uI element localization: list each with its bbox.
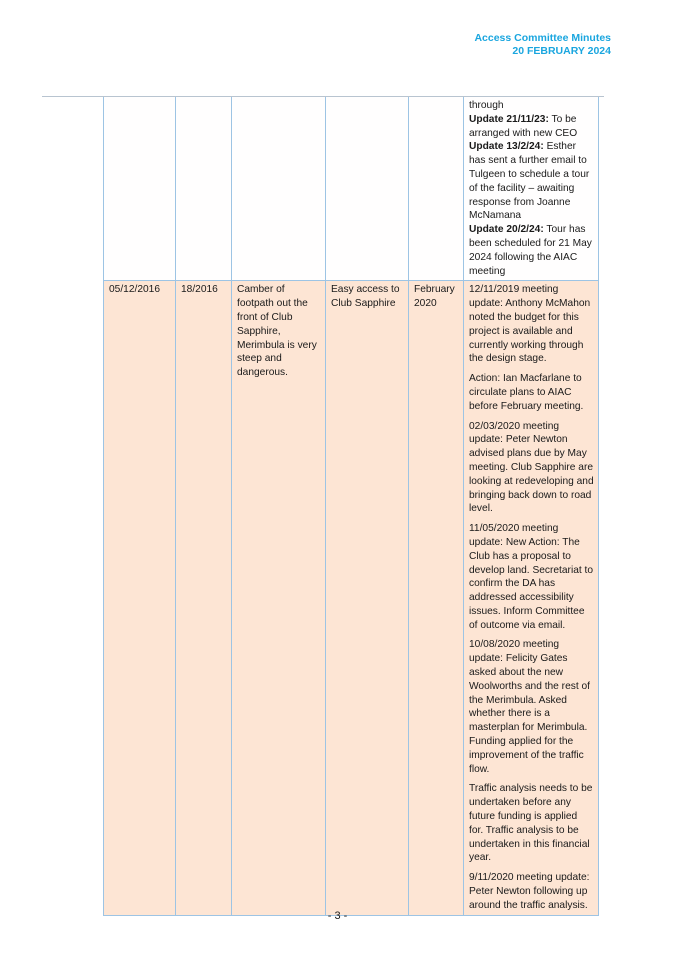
table-row-continued bbox=[104, 97, 599, 281]
table-row-item-18-2016 bbox=[104, 281, 599, 915]
note-paragraph: Action: Ian Macfarlane to circulate plans to AIAC before February meeting. bbox=[469, 373, 584, 412]
update-label: Update 20/2/24: bbox=[469, 224, 544, 236]
cell-ref: 18/2016 bbox=[176, 281, 232, 915]
note-paragraph: 9/11/2020 meeting update: Peter Newton following up around the traffic analysis. bbox=[469, 872, 590, 911]
cell-date bbox=[104, 97, 176, 281]
note-paragraph: 10/08/2020 meeting update: Felicity Gates asked about the new Woolworths and the rest of the Merimbula. Asked whether there is a masterplan for Merimbula. Funding applied for the improvement of the traffic flow. bbox=[469, 639, 590, 775]
page-number: - 3 - bbox=[327, 910, 348, 922]
update-label: Update 13/2/24: bbox=[469, 141, 544, 153]
update-label: Update 21/11/23: bbox=[469, 113, 549, 125]
notes-lead-text: through bbox=[469, 100, 504, 111]
update-entry bbox=[469, 113, 594, 141]
update-text: To be arranged with new CEO bbox=[469, 113, 578, 139]
update-entry bbox=[469, 140, 594, 223]
cell-due bbox=[409, 97, 464, 281]
cell-issue: Camber of footpath out the front of Club Sapphire, Merimbula is very steep and dangerous. bbox=[232, 281, 326, 915]
document-header bbox=[474, 32, 611, 58]
cell-due: February 2020 bbox=[409, 281, 464, 915]
header-date: 20 FEBRUARY 2024 bbox=[512, 45, 611, 57]
cell-notes bbox=[464, 281, 599, 915]
cell-notes-continued bbox=[464, 97, 599, 281]
cell-ref bbox=[176, 97, 232, 281]
note-paragraph: 02/03/2020 meeting update: Peter Newton advised plans due by May meeting. Club Sapphire are looking at redeveloping and bringing back down to road level. bbox=[469, 420, 594, 515]
note-paragraph: Traffic analysis needs to be undertaken before any future funding is applied for. Traffic analysis to be undertaken in this financial year. bbox=[469, 783, 593, 864]
cell-topic: Easy access to Club Sapphire bbox=[326, 281, 409, 915]
update-text: Tour has been scheduled for 21 May 2024 following the AIAC meeting bbox=[469, 224, 592, 277]
update-entry bbox=[469, 223, 594, 278]
minutes-table bbox=[103, 97, 599, 916]
cell-topic bbox=[326, 97, 409, 281]
note-paragraph: 12/11/2019 meeting update: Anthony McMahon noted the budget for this project is available and currently working through the design stage. bbox=[469, 284, 591, 365]
cell-date: 05/12/2016 bbox=[104, 281, 176, 915]
header-title: Access Committee Minutes bbox=[474, 32, 611, 44]
cell-issue bbox=[232, 97, 326, 281]
update-text: Esther has sent a further email to Tulgeen to schedule a tour of the facility – awaiting response from Joanne McNamana bbox=[469, 141, 590, 222]
note-paragraph: 11/05/2020 meeting update: New Action: The Club has a proposal to develop land. Secretariat to confirm the DA has addressed accessibility issues. Inform Committee of outcome via email. bbox=[469, 523, 594, 631]
